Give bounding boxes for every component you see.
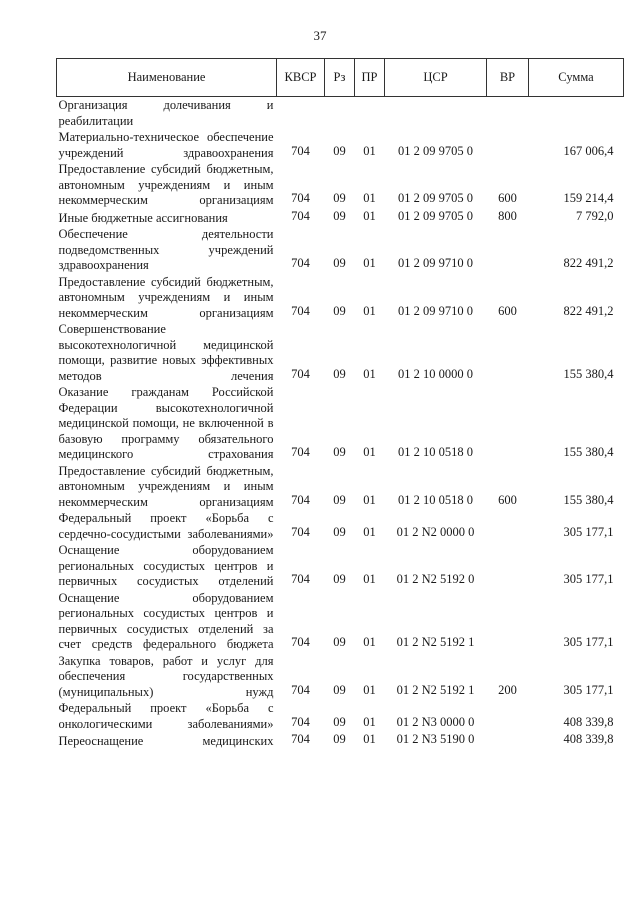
row-csr: 01 2 N3 5190 0: [396, 732, 475, 746]
row-sum: 822 491,2: [563, 256, 614, 270]
row-name: Закупка товаров, работ и услуг для обеспечения государственных (муниципальных) нужд: [58, 653, 274, 699]
header-sum: Сумма: [529, 59, 624, 97]
row-csr: 01 2 09 9710 0: [398, 256, 473, 270]
row-pr: 01: [363, 445, 376, 459]
row-pr: 01: [363, 208, 376, 223]
row-pr: 01: [363, 303, 376, 318]
row-rz: 09: [333, 303, 346, 318]
row-sum: 155 380,4: [563, 445, 614, 459]
page-number: 37: [313, 28, 327, 43]
row-pr: 01: [363, 682, 376, 697]
row-kvsr: 704: [291, 445, 310, 459]
row-rz: 09: [333, 524, 346, 539]
table-row: [57, 384, 624, 463]
row-vr: 800: [498, 208, 517, 223]
row-rz: 09: [333, 635, 346, 649]
row-kvsr: [277, 97, 325, 130]
row-name: Предоставление субсидий бюджетным, автономным учреждениям и иным некоммерческим организациям: [58, 162, 274, 207]
row-rz: 09: [333, 366, 346, 381]
row-vr: 600: [498, 492, 517, 507]
table-row: [57, 700, 624, 732]
header-kvsr: КВСР: [277, 59, 325, 97]
row-rz: 09: [333, 732, 346, 746]
header-csr: ЦСР: [385, 59, 487, 97]
row-rz: 09: [333, 445, 346, 459]
row-kvsr: 704: [291, 208, 310, 223]
row-name: Предоставление субсидий бюджетным, автономным учреждениям и иным некоммерческим организациям: [58, 274, 274, 320]
row-csr: 01 2 N2 5192 0: [396, 572, 475, 586]
row-vr: [487, 590, 529, 653]
row-csr: 01 2 09 9705 0: [398, 208, 473, 223]
row-sum: 305 177,1: [563, 524, 614, 539]
row-sum: 305 177,1: [563, 572, 614, 586]
row-kvsr: 704: [291, 303, 310, 318]
header-rz: Рз: [325, 59, 355, 97]
row-csr: [385, 97, 487, 130]
row-sum: 159 214,4: [563, 191, 614, 205]
row-sum: 408 339,8: [563, 714, 614, 729]
row-csr: 01 2 09 9705 0: [398, 143, 473, 158]
row-csr: 01 2 09 9710 0: [398, 303, 473, 318]
row-kvsr: 704: [291, 143, 310, 158]
row-pr: 01: [363, 524, 376, 539]
table-row: [57, 590, 624, 653]
table-row: [57, 732, 624, 750]
row-rz: 09: [333, 492, 346, 507]
row-pr: [355, 97, 385, 130]
row-name: Федеральный проект «Борьба с онкологическими заболеваниями»: [58, 701, 274, 731]
row-name: Переоснащение медицинских: [58, 734, 274, 748]
row-vr: [487, 700, 529, 732]
row-vr: [487, 510, 529, 542]
row-pr: 01: [363, 732, 376, 746]
row-kvsr: 704: [291, 366, 310, 381]
row-kvsr: 704: [291, 682, 310, 697]
row-rz: 09: [333, 143, 346, 158]
row-vr: 600: [498, 303, 517, 318]
row-csr: 01 2 N2 5192 1: [396, 682, 475, 697]
row-rz: 09: [333, 208, 346, 223]
row-csr: 01 2 N2 0000 0: [396, 524, 475, 539]
row-sum: 155 380,4: [563, 366, 614, 381]
row-vr: [487, 97, 529, 130]
row-sum: 167 006,4: [563, 143, 614, 158]
row-sum: 822 491,2: [563, 303, 614, 318]
row-kvsr: 704: [291, 572, 310, 586]
table-row: [57, 161, 624, 209]
row-csr: 01 2 10 0000 0: [398, 366, 473, 381]
row-vr: [487, 732, 529, 750]
row-name: Федеральный проект «Борьба с сердечно-сосудистыми заболеваниями»: [58, 511, 274, 541]
row-csr: 01 2 09 9705 0: [398, 191, 473, 205]
table-row: [57, 321, 624, 384]
row-vr: [487, 384, 529, 463]
row-pr: 01: [363, 256, 376, 270]
row-vr: [487, 542, 529, 590]
row-name: Обеспечение деятельности подведомственных учреждений здравоохранения: [58, 227, 274, 272]
row-csr: 01 2 N2 5192 1: [396, 635, 475, 649]
row-rz: 09: [333, 714, 346, 729]
row-sum: 305 177,1: [563, 682, 614, 697]
row-pr: 01: [363, 572, 376, 586]
row-kvsr: 704: [291, 524, 310, 539]
row-vr: [487, 321, 529, 384]
row-vr: 600: [498, 191, 517, 205]
row-csr: 01 2 10 0518 0: [398, 492, 473, 507]
row-name: Организация долечивания и реабилитации: [58, 98, 274, 128]
table-header-row: [57, 59, 624, 97]
table-row: [57, 209, 624, 227]
row-name: Предоставление субсидий бюджетным, автономным учреждениям и иным некоммерческим организациям: [58, 463, 274, 509]
row-kvsr: 704: [291, 191, 310, 205]
row-pr: 01: [363, 492, 376, 507]
row-sum: 155 380,4: [563, 492, 614, 507]
row-name: Оказание гражданам Российской Федерации высокотехнологичной медицинской помощи, не включенной в базовую программу обязательного медицинского страхования: [58, 385, 274, 461]
row-kvsr: 704: [291, 714, 310, 729]
row-rz: 09: [333, 572, 346, 586]
row-kvsr: 704: [291, 492, 310, 507]
header-vr: ВР: [487, 59, 529, 97]
row-vr: [487, 226, 529, 274]
row-kvsr: 704: [291, 635, 310, 649]
table-row: [57, 274, 624, 322]
table-row: [57, 653, 624, 701]
row-kvsr: 704: [291, 732, 310, 746]
row-pr: 01: [363, 366, 376, 381]
table-row: [57, 129, 624, 161]
row-rz: 09: [333, 191, 346, 205]
row-name: Оснащение оборудованием региональных сосудистых центров и первичных сосудистых отделений: [58, 543, 274, 588]
row-vr: 200: [498, 682, 517, 697]
header-pr: ПР: [355, 59, 385, 97]
row-name: Иные бюджетные ассигнования: [58, 210, 228, 225]
row-rz: 09: [333, 682, 346, 697]
row-csr: 01 2 N3 0000 0: [396, 714, 475, 729]
row-name: Совершенствование высокотехнологичной медицинской помощи, развитие новых эффективных методов лечения: [58, 322, 274, 383]
table-row: [57, 97, 624, 130]
row-csr: 01 2 10 0518 0: [398, 445, 473, 459]
header-name: Наименование: [57, 59, 277, 97]
row-vr: [487, 129, 529, 161]
row-pr: 01: [363, 635, 376, 649]
table-row: [57, 510, 624, 542]
table-row: [57, 463, 624, 511]
row-rz: [325, 97, 355, 130]
table-row: [57, 226, 624, 274]
row-pr: 01: [363, 191, 376, 205]
row-name: Материально-техническое обеспечение учреждений здравоохранения: [58, 130, 274, 160]
row-sum: 305 177,1: [563, 635, 614, 649]
row-sum: 7 792,0: [576, 208, 614, 223]
row-rz: 09: [333, 256, 346, 270]
row-pr: 01: [363, 714, 376, 729]
row-sum: 408 339,8: [563, 732, 614, 746]
budget-table: [56, 58, 624, 750]
row-name: Оснащение оборудованием региональных сосудистых центров и первичных сосудистых отделений за счет средств федерального бюджета: [58, 590, 274, 651]
row-kvsr: 704: [291, 256, 310, 270]
table-row: [57, 542, 624, 590]
row-pr: 01: [363, 143, 376, 158]
row-sum: [529, 97, 624, 130]
